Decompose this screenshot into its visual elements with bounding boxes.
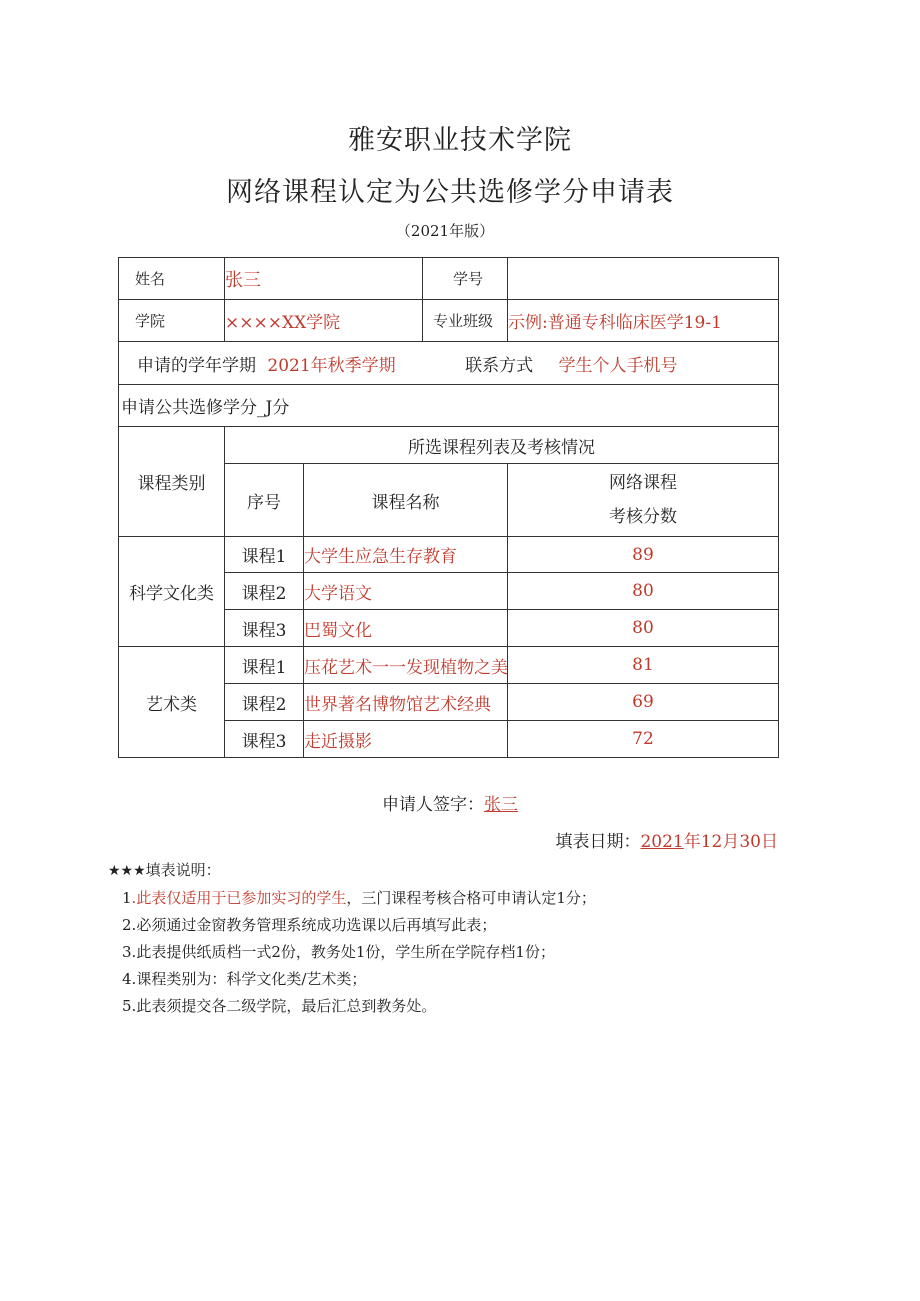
term-label: 申请的学年学期 <box>137 355 256 376</box>
instruction-tail: ，三门课程考核合格可申请认定1分； <box>346 889 596 907</box>
course-score: 89 <box>508 537 779 573</box>
course-seq: 课程1 <box>225 537 304 573</box>
course-name: 压花艺术一一发现植物之美 <box>304 647 508 684</box>
student-id-value <box>508 258 779 300</box>
instructions-heading <box>108 857 596 885</box>
instruction-item <box>108 939 596 966</box>
course-seq: 课程2 <box>225 573 304 610</box>
course-score: 72 <box>508 721 779 758</box>
course-name-header: 课程名称 <box>304 464 508 537</box>
college-value: ××××XX学院 <box>225 300 423 342</box>
instruction-item <box>108 966 596 993</box>
contact-value: 学生个人手机号 <box>558 355 678 376</box>
category-name: 科学文化类 <box>119 537 225 647</box>
table-row <box>119 647 779 684</box>
term-contact-row <box>119 342 779 385</box>
class-value: 示例:普通专科临床医学19-1 <box>508 300 779 342</box>
class-label: 专业班级 <box>423 300 508 342</box>
date-year: 2021 <box>640 832 684 852</box>
course-seq: 课程3 <box>225 721 304 758</box>
course-name: 巴蜀文化 <box>304 610 508 647</box>
instruction-text: .此表仅适用于已参加实习的学生 <box>131 889 347 907</box>
star-icons: ★★★ <box>108 863 146 879</box>
course-score: 80 <box>508 610 779 647</box>
date-line <box>555 827 778 852</box>
instruction-item <box>108 885 596 912</box>
category-name: 艺术类 <box>119 647 225 758</box>
course-name: 走近摄影 <box>304 721 508 758</box>
edition-label: （2021年版） <box>395 222 495 240</box>
instruction-num: 5 <box>122 997 132 1015</box>
course-name: 世界著名博物馆艺术经典 <box>304 684 508 721</box>
course-name: 大学语文 <box>304 573 508 610</box>
instruction-num: 1 <box>122 889 132 907</box>
course-seq: 课程1 <box>225 647 304 684</box>
date-rest: 年12月30日 <box>683 832 778 852</box>
course-seq: 课程3 <box>225 610 304 647</box>
course-score: 69 <box>508 684 779 721</box>
score-header <box>508 464 779 537</box>
score-header-line2: 考核分数 <box>609 507 677 527</box>
table-row <box>119 537 779 573</box>
date-label: 填表日期： <box>555 832 641 852</box>
college-label: 学院 <box>119 300 225 342</box>
instruction-text: .课程类别为：科学文化类/艺术类； <box>131 970 367 988</box>
course-name: 大学生应急生存教育 <box>304 537 508 573</box>
instruction-text: .此表提供纸质档一式2份，教务处1份，学生所在学院存档1份； <box>131 943 555 961</box>
term-value: 2021年秋季学期 <box>267 355 396 376</box>
form-title: 网络课程认定为公共选修学分申请表 <box>226 177 674 208</box>
name-label: 姓名 <box>119 258 225 300</box>
instruction-text: .必须通过金窗教务管理系统成功选课以后再填写此表； <box>131 916 497 934</box>
instruction-num: 4 <box>122 970 132 988</box>
contact-label: 联系方式 <box>465 355 534 376</box>
seq-header: 序号 <box>225 464 304 537</box>
instruction-text: .此表须提交各二级学院，最后汇总到教务处。 <box>131 997 437 1015</box>
signature-line <box>0 790 900 815</box>
category-header: 课程类别 <box>119 427 225 537</box>
signature-label: 申请人签字： <box>382 795 484 815</box>
instruction-item <box>108 912 596 939</box>
instruction-num: 3 <box>122 943 132 961</box>
student-id-label: 学号 <box>423 258 508 300</box>
score-header-line1: 网络课程 <box>609 473 677 493</box>
course-list-header: 所选课程列表及考核情况 <box>225 427 779 464</box>
course-score: 80 <box>508 573 779 610</box>
instruction-num: 2 <box>122 916 132 934</box>
school-name: 雅安职业技术学院 <box>348 125 572 156</box>
instruction-item <box>108 993 596 1020</box>
course-seq: 课程2 <box>225 684 304 721</box>
signature-value: 张三 <box>484 795 518 815</box>
application-form-table <box>118 257 779 758</box>
course-score: 81 <box>508 647 779 684</box>
instructions <box>108 857 596 1020</box>
instructions-heading-text: 填表说明： <box>145 861 221 879</box>
credits-text: 申请公共选修学分_J分 <box>119 385 779 427</box>
name-value: 张三 <box>225 258 423 300</box>
